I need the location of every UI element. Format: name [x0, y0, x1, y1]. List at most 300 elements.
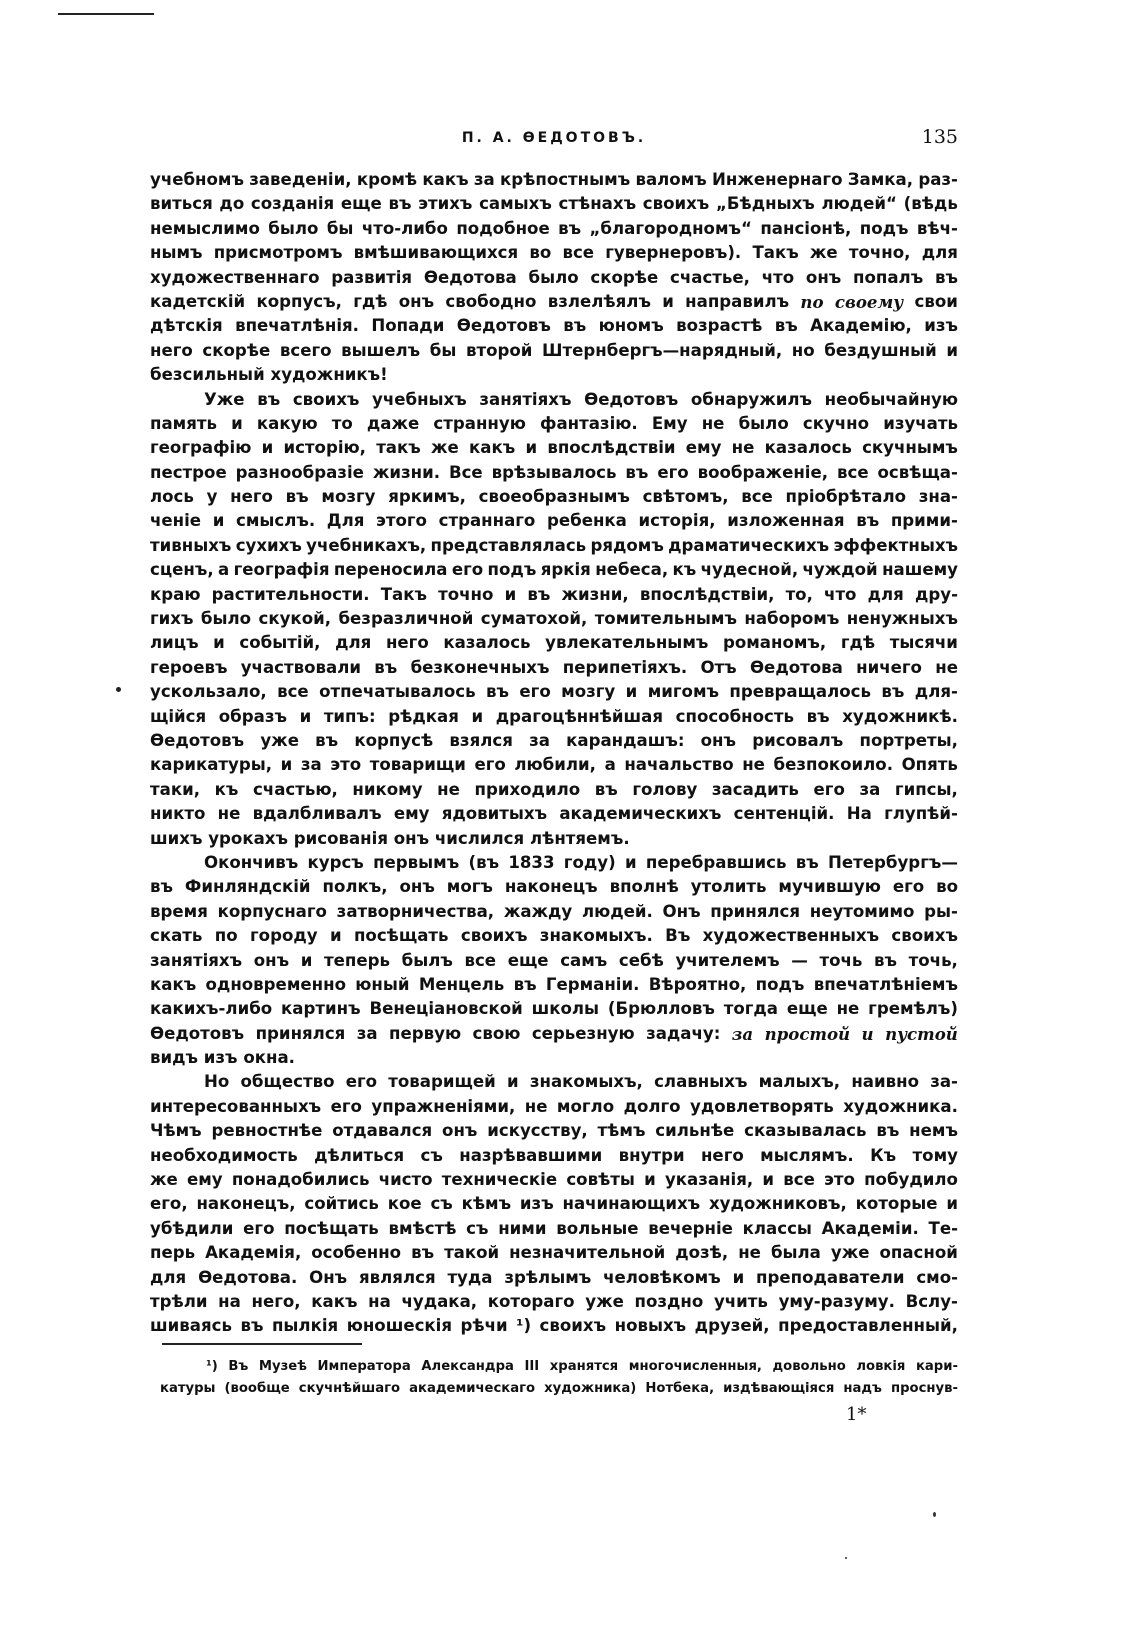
word: бездушный: [824, 340, 937, 360]
text-line: [150, 509, 958, 533]
word: „Бѣдныхъ: [715, 194, 815, 214]
word: вмѣшивающихся: [353, 243, 519, 263]
word: въ: [150, 877, 173, 897]
word: его: [330, 1096, 362, 1116]
text-line: [150, 705, 958, 729]
word: приходило: [474, 779, 581, 799]
word: безразличной: [338, 609, 474, 629]
word: мозгу: [561, 682, 616, 702]
word: Отъ: [700, 657, 737, 677]
word: утолить: [690, 877, 767, 897]
word: картинъ: [281, 999, 361, 1019]
text-line: [150, 1217, 958, 1241]
word: себѣ: [618, 950, 664, 970]
word: славныхъ: [654, 1072, 748, 1092]
word: Штернбергъ—нарядный,: [542, 340, 783, 360]
word: растительности.: [211, 584, 370, 604]
word: пансіонѣ,: [760, 218, 852, 238]
word: какъ: [469, 438, 516, 458]
word: впослѣдствіи,: [639, 584, 775, 604]
running-title: П. А. ѲЕДОТОВЪ.: [461, 130, 647, 146]
word: что: [824, 584, 857, 604]
word: не: [701, 413, 725, 433]
word: скорѣе: [590, 267, 659, 287]
word: кадетскій: [150, 291, 246, 311]
italic-word: за: [731, 1023, 754, 1044]
word: Онъ: [662, 901, 701, 921]
word: и: [299, 706, 312, 726]
word: пріобрѣтало: [785, 487, 907, 507]
word: своихъ: [539, 1316, 607, 1336]
word: ревностнѣе: [211, 1121, 323, 1141]
word: Музеѣ: [258, 1359, 307, 1374]
word: понадобились: [231, 1170, 370, 1190]
word: курсъ: [307, 852, 364, 872]
word: принялся: [255, 1023, 346, 1043]
word: точь: [819, 950, 863, 970]
word: изъ: [519, 1194, 554, 1214]
word: второй: [465, 340, 533, 360]
word: мигомъ: [647, 682, 719, 702]
word: все: [741, 487, 773, 507]
word: онъ: [700, 730, 736, 750]
word: портреты,: [859, 730, 958, 750]
word: еще: [507, 950, 549, 970]
word: кари-: [915, 1359, 958, 1374]
word: жажду: [503, 901, 573, 921]
footnote-line: [160, 1378, 958, 1400]
word: художника.: [843, 1096, 958, 1116]
text-line: [150, 534, 958, 558]
word: Въ: [228, 1359, 249, 1374]
word: была: [770, 1243, 821, 1263]
text-line: [150, 802, 958, 826]
word: счастье,: [670, 267, 750, 287]
word: къ: [672, 560, 697, 580]
word: въ: [558, 218, 582, 238]
word: Такъ: [752, 243, 799, 263]
word: по: [214, 926, 238, 946]
text-line: [150, 1266, 958, 1290]
word: уже: [585, 1291, 624, 1311]
word: Ѳедотова.: [198, 1267, 298, 1287]
word: котораго: [487, 1291, 575, 1311]
word: Ѳедотова: [423, 267, 517, 287]
word: отдавался: [332, 1121, 433, 1141]
word: врѣзывалось: [491, 462, 617, 482]
word: всего: [279, 340, 332, 360]
word: въ: [774, 316, 798, 336]
word: кромѣ: [356, 170, 418, 189]
word: III: [524, 1359, 540, 1374]
word: яркимъ,: [388, 487, 466, 507]
text-line: [150, 631, 958, 655]
word: учить: [713, 1291, 768, 1311]
word: во: [936, 877, 958, 897]
word: изложенная: [727, 511, 845, 531]
word: внутри: [618, 1145, 685, 1165]
word: рядомъ: [590, 535, 664, 555]
word: рѣдкая: [388, 706, 459, 726]
word: Ему: [651, 413, 688, 433]
word: казалось: [443, 633, 531, 653]
word: „благородномъ“: [589, 218, 752, 238]
word: кѣмъ: [461, 1194, 512, 1214]
word: могло: [556, 1096, 615, 1116]
italic-word: простой: [764, 1023, 851, 1044]
word: отпечатывалось: [319, 682, 476, 702]
word: Но: [204, 1072, 230, 1092]
word: вѣч-: [916, 218, 958, 238]
word: школы: [531, 999, 600, 1019]
word: интересованныхъ: [150, 1096, 322, 1116]
word: въ: [240, 1316, 264, 1336]
word: Вслу-: [905, 1291, 958, 1311]
word: являлся: [358, 1267, 436, 1287]
word: глупѣй-: [884, 804, 958, 824]
word: казалось: [764, 438, 852, 458]
word: принялся: [710, 901, 801, 921]
word: какихъ-либо: [150, 999, 273, 1019]
word: необходимость: [150, 1145, 298, 1165]
word: начинающихъ: [562, 1194, 701, 1214]
word: участвовали: [240, 657, 361, 677]
word: скукой,: [258, 609, 332, 629]
word: свою: [472, 1023, 521, 1043]
text-line: [150, 778, 958, 802]
text-line: [150, 997, 958, 1021]
word: это: [824, 1170, 855, 1190]
word: Менцель: [418, 974, 505, 994]
word: него: [700, 1145, 744, 1165]
word: Попади: [371, 316, 445, 336]
word: же: [809, 243, 838, 263]
word: Нотбека,: [645, 1381, 715, 1396]
word: онъ: [399, 877, 435, 897]
word: уже: [830, 1243, 870, 1263]
word: онъ: [442, 1121, 478, 1141]
word: изучать: [883, 413, 958, 433]
word: гдѣ: [840, 633, 876, 653]
word: рисовалъ: [752, 730, 844, 750]
text-line: [150, 1119, 958, 1143]
word: безсильный: [150, 365, 265, 385]
word: этихъ: [418, 194, 473, 214]
word: взялся: [449, 730, 513, 750]
word: никому: [352, 779, 423, 799]
word: Александра: [421, 1359, 514, 1374]
word: вполнѣ: [609, 877, 679, 897]
word: полкъ,: [322, 877, 388, 897]
word: скучно: [802, 413, 870, 433]
word: въ: [388, 194, 412, 214]
word: было: [200, 609, 252, 629]
word: Чѣмъ: [150, 1121, 202, 1141]
word: въ: [374, 657, 398, 677]
word: впечатлѣнія.: [235, 316, 359, 336]
word: безпокоило.: [773, 755, 893, 775]
word: общество: [240, 1072, 335, 1092]
word: въ: [527, 584, 551, 604]
word: Финляндскій: [184, 877, 311, 897]
word: Ѳедотовъ: [456, 316, 551, 336]
word: Германіи.: [545, 974, 640, 994]
word: товарищей: [388, 1072, 496, 1092]
word: знакомыхъ,: [529, 1072, 643, 1092]
word: и: [213, 633, 225, 653]
word: ¹): [206, 1359, 218, 1374]
word: для: [867, 584, 904, 604]
word: заведеніи,: [249, 170, 352, 189]
word: Опять: [901, 755, 958, 775]
word: у: [206, 487, 218, 507]
text-line: [150, 436, 958, 460]
word: не: [738, 1243, 761, 1263]
word: побудило: [864, 1170, 958, 1190]
word: катуры: [160, 1381, 216, 1396]
word: жизни,: [561, 584, 629, 604]
text-line: [150, 363, 958, 387]
word: сухихъ: [235, 535, 302, 555]
word: серьезную: [531, 1023, 635, 1043]
word: а: [218, 560, 230, 580]
word: стѣнахъ: [558, 194, 637, 214]
word: и: [300, 950, 313, 970]
word: въ: [874, 950, 898, 970]
word: (вообще: [224, 1381, 290, 1396]
word: подобное: [456, 218, 550, 238]
word: Такъ: [380, 584, 427, 604]
word: какую: [256, 413, 318, 433]
word: Инженернаго: [712, 170, 843, 189]
word: съ: [466, 1218, 489, 1238]
word: Окончивъ: [204, 852, 299, 872]
word: академическихъ: [559, 804, 722, 824]
word: еще: [340, 194, 382, 214]
word: и: [662, 291, 674, 311]
word: увлекательнымъ: [545, 633, 709, 653]
word: юный: [355, 974, 410, 994]
word: для: [335, 633, 372, 653]
word: художника): [544, 1381, 637, 1396]
word: и: [261, 438, 274, 458]
word: году): [563, 852, 616, 872]
text-line: [150, 1095, 958, 1119]
word: вдалбливалъ: [252, 804, 382, 824]
word: на: [218, 1291, 241, 1311]
word: художественныхъ: [702, 926, 880, 946]
word: человѣкомъ: [603, 1267, 721, 1287]
word: раз-: [918, 170, 958, 189]
word: Венеціановской: [369, 999, 523, 1019]
word: для: [921, 243, 958, 263]
word: впослѣдствіи: [547, 438, 676, 458]
word: небеса,: [595, 560, 669, 580]
word: необычайную: [824, 389, 958, 409]
word: изъ: [203, 1048, 238, 1068]
word: его,: [150, 1194, 188, 1214]
word: не: [935, 657, 958, 677]
word: дозѣ,: [675, 1243, 729, 1263]
text-line: [150, 729, 958, 753]
word: сильнѣе: [655, 1121, 735, 1141]
word: друзей,: [694, 1316, 770, 1336]
word: мозгу: [321, 487, 376, 507]
text-line: [150, 1144, 958, 1168]
word: взлелѣялъ: [547, 291, 651, 311]
word: надъ: [843, 1381, 882, 1396]
word: исторія,: [638, 511, 716, 531]
word: этого: [376, 511, 427, 531]
word: крѣпостнымъ: [500, 170, 631, 189]
word: Ѳедотова: [749, 657, 843, 677]
word: для-: [914, 682, 958, 702]
word: изъ: [924, 316, 958, 336]
word: никто: [150, 804, 206, 824]
word: за: [859, 779, 881, 799]
word: въ: [563, 316, 587, 336]
word: скучнымъ: [862, 438, 958, 458]
word: мучившую: [778, 877, 881, 897]
word: нашему: [882, 560, 958, 580]
text-line: [150, 168, 958, 192]
footnote-rule: [162, 1343, 362, 1345]
text-line: [150, 1022, 958, 1046]
word: свои: [914, 291, 958, 311]
word: направилъ: [685, 291, 790, 311]
word: своихъ: [460, 926, 528, 946]
word: не: [524, 1096, 548, 1116]
text-line: [150, 314, 958, 338]
word: во: [529, 243, 552, 263]
word: наконецъ,: [196, 1194, 296, 1214]
italic-word: по: [800, 291, 824, 312]
word: новыхъ: [614, 1316, 687, 1336]
word: Къ: [870, 1145, 897, 1165]
text-line: [150, 388, 958, 412]
word: за: [473, 170, 495, 189]
page-number: 135: [921, 126, 958, 148]
word: бы: [326, 218, 354, 238]
word: совѣты: [566, 1170, 635, 1190]
word: прими-: [890, 511, 958, 531]
word: къ: [214, 779, 239, 799]
word: за: [300, 755, 322, 775]
word: же: [430, 438, 459, 458]
word: шиваясь: [150, 1316, 232, 1336]
word: не: [437, 779, 460, 799]
word: самъ: [560, 950, 608, 970]
word: трѣли: [150, 1291, 208, 1311]
text-line: [150, 290, 958, 314]
word: вольные: [556, 1218, 639, 1238]
word: него,: [251, 1291, 301, 1311]
word: проснув-: [890, 1381, 958, 1396]
word: въ: [876, 1121, 900, 1141]
word: самыхъ: [479, 194, 552, 214]
word: многочисленныя,: [628, 1359, 762, 1374]
word: еще: [786, 999, 828, 1019]
word: страннаго: [438, 511, 536, 531]
word: романомъ,: [722, 633, 827, 653]
word: свободно: [445, 291, 537, 311]
word: Академіи.: [821, 1218, 919, 1238]
word: подъ: [859, 218, 909, 238]
word: все: [562, 243, 595, 263]
word: въ: [881, 682, 905, 702]
word: за-: [930, 1072, 958, 1092]
scan-speck: [933, 1512, 936, 1517]
word: ускользало,: [150, 682, 267, 702]
word: дѣтскія: [150, 316, 223, 336]
word: зрѣлымъ: [504, 1267, 592, 1287]
word: пылкія: [271, 1316, 339, 1336]
word: и: [506, 1072, 519, 1092]
word: его: [813, 779, 845, 799]
word: попалъ: [853, 267, 924, 287]
word: засадить: [711, 779, 799, 799]
text-line: [150, 656, 958, 680]
text-line: [150, 900, 958, 924]
word: художниковъ,: [708, 1194, 847, 1214]
word: рѣчи: [460, 1316, 508, 1336]
word: вмѣстѣ: [388, 1218, 457, 1238]
word: его: [892, 877, 925, 897]
word: ченіе: [150, 511, 202, 531]
word: знакомыхъ.: [539, 926, 653, 946]
word: это: [330, 755, 362, 775]
text-line: [150, 973, 958, 997]
word: ему: [393, 804, 430, 824]
word: указанія,: [664, 1170, 754, 1190]
word: опасной: [879, 1243, 958, 1263]
word: тысячи: [889, 633, 958, 653]
word: долго: [623, 1096, 681, 1116]
word: лѣнтяемъ.: [529, 828, 630, 848]
word: свѣтомъ,: [642, 487, 729, 507]
word: и: [625, 682, 638, 702]
word: вечерніе: [648, 1218, 733, 1238]
word: Вѣроятно,: [648, 974, 747, 994]
word: ¹): [516, 1316, 532, 1336]
text-line: [150, 1241, 958, 1265]
word: Замка,: [847, 170, 914, 189]
word: онъ: [393, 828, 430, 848]
text-line: [150, 339, 958, 363]
word: географію: [150, 438, 252, 458]
word: жизни.: [372, 462, 441, 482]
word: товарищи: [369, 755, 466, 775]
italic-word: пустой: [885, 1023, 958, 1044]
word: не: [217, 804, 241, 824]
word: корпусъ,: [256, 291, 342, 311]
word: затворничества,: [336, 901, 495, 921]
word: —: [791, 950, 808, 970]
word: подъ: [755, 974, 805, 994]
text-line: [150, 192, 958, 216]
word: первымъ: [373, 852, 460, 872]
text-line: [150, 217, 958, 241]
word: его: [345, 1072, 378, 1092]
word: хранятся: [549, 1359, 619, 1374]
word: память: [150, 413, 217, 433]
word: На: [846, 804, 872, 824]
word: эффектныхъ: [833, 535, 958, 555]
text-line: [150, 241, 958, 265]
word: гдѣ: [353, 291, 388, 311]
word: созданія: [250, 194, 335, 214]
word: 1833: [508, 852, 555, 872]
